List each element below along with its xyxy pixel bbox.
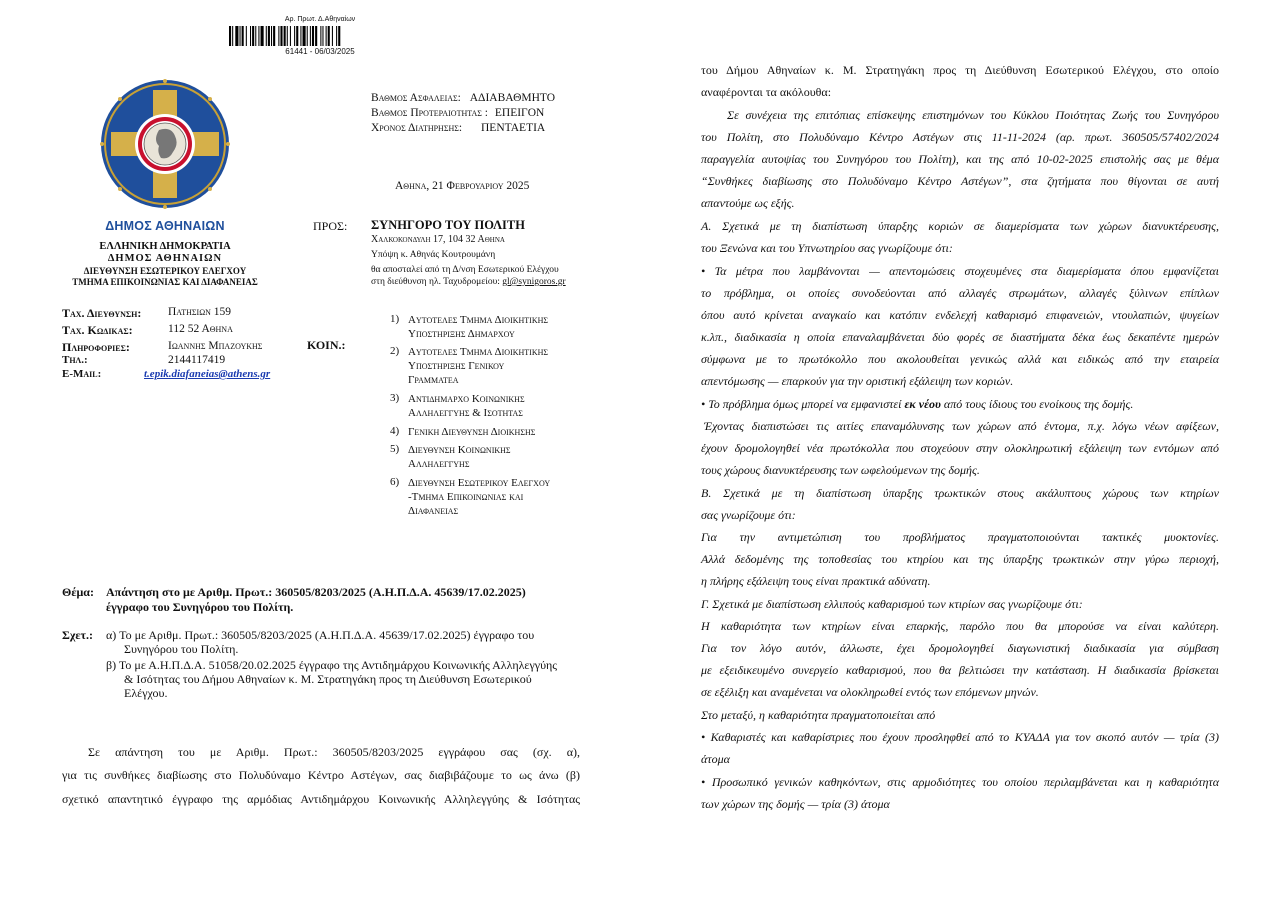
barcode-bar bbox=[332, 26, 333, 46]
barcode-bar bbox=[294, 26, 295, 46]
barcode-bar bbox=[261, 26, 264, 46]
body-right-fragment: • Το πρόβλημα όμως μπορεί να εμφανιστεί bbox=[701, 397, 902, 411]
body-right-line: τους χώρους διανυκτέρευσης των ωφελούμενων της δομής. bbox=[701, 463, 980, 477]
cc-item-line: Υποστηριξης Δημαρχου bbox=[408, 328, 515, 340]
security-level-label: Βαθμος Ασφαλειας: bbox=[371, 92, 461, 104]
body-left-line: για τις συνθήκες διαβίωσης στο Πολυδύναμο Κέντρο Αστέγων, σας διαβιβάζουμε το ως άνω (β) bbox=[62, 768, 580, 782]
retention-period-label: Χρονος Διατηρησης: bbox=[371, 122, 463, 134]
barcode-bar bbox=[232, 26, 233, 46]
barcode-bar bbox=[268, 26, 270, 46]
sender-address-value: Πατησιων 159 bbox=[168, 306, 232, 318]
body-right-line: Η καθαριότητα των κτηρίων είναι επαρκής, παρόλο που θα μπορούσε να είναι καλύτερη. bbox=[701, 619, 1219, 633]
body-right-line: Σε συνέχεια της επιτόπιας επίσκεψης επιστημόνων του Κύκλου Ποιότητας Ζωής του Συνηγόρου bbox=[727, 108, 1219, 122]
reference-label: Σχετ.: bbox=[62, 628, 94, 642]
barcode-number: 61441 - 06/03/2025 bbox=[285, 47, 355, 56]
body-right-line: σας γνωρίζουμε ότι: bbox=[701, 508, 796, 522]
barcode bbox=[229, 26, 411, 46]
body-right-line: του Ξενώνα και του Υπνωτηρίου σας γνωρίζουμε ότι: bbox=[701, 241, 953, 255]
sender-info-value: Ιωαννης Μπαζουκης bbox=[168, 340, 263, 352]
barcode-bar bbox=[336, 26, 337, 46]
sender-phone-label: Τηλ.: bbox=[62, 354, 88, 366]
body-right-line: Β. Σχετικά με τη διαπίστωση ύπαρξης τρωκτικών στους ακάλυπτους χώρους των κτηρίων bbox=[701, 486, 1219, 500]
cc-item-line: Αυτοτελες Τμημα Διοικητικης bbox=[408, 346, 549, 358]
body-right-line: κ.λπ., διαδικασία η οποία επαναλαμβάνεται δύο φορές σε διαστήματα δέκα έως δεκαπέντε ημερών bbox=[701, 330, 1219, 344]
cc-item-number: 6) bbox=[390, 476, 400, 488]
body-right-line: Γ. Σχετικά με διαπίστωση ελλιπούς καθαρισμού των κτιρίων σας γνωρίζουμε ότι: bbox=[701, 597, 1083, 611]
sender-phone-value: 2144117419 bbox=[168, 354, 226, 366]
security-level-value: ΑΔΙΑΒΑΘΜΗΤΟ bbox=[469, 92, 556, 104]
priority-level bbox=[371, 107, 544, 119]
document-date: Αθηνα, 21 Φεβρουαριου 2025 bbox=[395, 180, 530, 192]
municipality-name: ΔΗΜΟΣ ΑΘΗΝΑΙΩΝ bbox=[105, 219, 225, 233]
recipient-name: ΣΥΝΗΓΟΡΟ ΤΟΥ ΠΟΛΙΤΗ bbox=[371, 218, 525, 232]
barcode-bar bbox=[300, 26, 301, 46]
cc-item-line: Διευθυνση Εσωτερικου Ελεγχου bbox=[408, 477, 551, 489]
barcode-bar bbox=[250, 26, 251, 46]
cc-item-6 bbox=[408, 476, 598, 518]
body-right-line: Αλλά δεδομένης της τοποθεσίας του κτηρίου και της ύπαρξης τρωκτικών στην γύρω περιοχή, bbox=[701, 552, 1219, 566]
body-right-line: όπου αυτό κρίνεται αναγκαίο και κατόπιν ενδελεχή καθαρισμό επιφανειών, ντουλαπιών, ψυγείων bbox=[701, 308, 1219, 322]
recipient-send-note: θα αποσταλεί από τη Δ/νση Εσωτερικού Ελέγχου bbox=[371, 265, 559, 275]
body-right-line: • Τα μέτρα που λαμβάνονται — απεντομώσεις στοχευμένες στα διαμερίσματα όπου εμφανίζεται bbox=[701, 264, 1219, 278]
body-right-line: σύμφωνα με το πρωτόκολλο που ακολουθείται γενικώς αλλά και ειδικώς από την εταιρεία bbox=[701, 352, 1219, 366]
cc-item-number: 2) bbox=[390, 345, 400, 357]
retention-period-value: ΠΕΝΤΑΕΤΙΑ bbox=[481, 122, 546, 134]
sender-address-label: Ταχ. Διευθυνση: bbox=[62, 306, 142, 320]
body-right-line: το πρόβλημα, οι οποίες συνοδεύονται από αλλαγές στρωμάτων, αλλαγές ξύλινων επίπλων bbox=[701, 286, 1219, 300]
body-left-line: σχετικό απαντητικό έγγραφο της αρμόδιας Αντιδημάρχου Κοινωνικής Αλληλεγγύης & Ισότητας bbox=[62, 792, 580, 806]
body-right-line: Για την αντιμετώπιση του προβλήματος πραγματοποιούνται τακτικές μυοκτονίες. bbox=[701, 530, 1219, 544]
header-line-department: ΤΜΗΜΑ ΕΠΙΚΟΙΝΩΝΙΑΣ ΚΑΙ ΔΙΑΦΑΝΕΙΑΣ bbox=[72, 277, 258, 287]
sender-postcode-value: 112 52 Αθηνα bbox=[168, 323, 233, 335]
subject-label: Θέμα: bbox=[62, 585, 94, 599]
barcode-bar bbox=[255, 26, 256, 46]
reference-a-line-2: Συνηγόρου του Πολίτη. bbox=[124, 642, 239, 656]
barcode-bar bbox=[273, 26, 275, 46]
municipality-emblem-icon bbox=[99, 78, 231, 210]
cc-item-line: Αλληλεγγυης bbox=[408, 458, 470, 470]
body-left-line: Σε απάντηση του με Αριθμ. Πρωτ.: 360505/8203/2025 εγγράφου σας (σχ. α), bbox=[88, 745, 580, 759]
barcode-bar bbox=[320, 26, 321, 46]
reference-b-line-1: β) Το με Α.Η.Π.Δ.Α. 51058/20.02.2025 έγγραφο της Αντιδημάρχου Κοινωνικής Αλληλεγγύης bbox=[106, 658, 558, 672]
cc-item-5 bbox=[408, 443, 598, 471]
reference-b-line-2: & Ισότητας του Δήμου Αθηναίων κ. Μ. Στρατηγάκη προς τη Διεύθυνση Εσωτερικού bbox=[124, 672, 532, 686]
cc-item-number: 1) bbox=[390, 313, 400, 325]
cc-item-number: 5) bbox=[390, 443, 400, 455]
recipient-attention: Υπόψη κ. Αθηνάς Κουτρουμάνη bbox=[371, 250, 496, 260]
recipient-send-note-email bbox=[371, 277, 566, 287]
body-right-line: έχουν δρομολογηθεί νέα πρωτόκολλα που στοχεύουν στην ολοκληρωτική εξάλειψη των εντόμων από bbox=[701, 441, 1219, 455]
recipient-label: ΠΡΟΣ: bbox=[313, 219, 348, 233]
body-right-emphasis: εκ νέου bbox=[904, 397, 941, 411]
body-right-line: • Καθαριστές και καθαρίστριες που έχουν προσληφθεί από το ΚΥΑΔΑ για τον σκοπό αυτόν — τρία (3) bbox=[701, 730, 1219, 744]
cc-item-line: Αντιδημαρχο Κοινωνικης bbox=[408, 393, 525, 405]
body-right-line: με εξειδικευμένο συνεργείο καθαρισμού, που θα βελτιώσει την κατάσταση. Η διαδικασία βρίσκεται bbox=[701, 663, 1219, 677]
barcode-bar bbox=[290, 26, 291, 46]
body-right-line: Για τον λόγο αυτόν, άλλωστε, έχει δρομολογηθεί διαγωνιστική διαδικασία για σύμβαση bbox=[701, 641, 1219, 655]
body-right-line: του Δήμου Αθηναίων κ. Μ. Στρατηγάκη προς τη Διεύθυνση Εσωτερικού Ελέγχου, στο οποίο bbox=[701, 63, 1219, 77]
cc-item-4 bbox=[408, 425, 598, 439]
barcode-bar bbox=[284, 26, 286, 46]
body-right-line: παραγγελία αυτοψίας του Συνηγόρου του Πολίτη), και της από 10-02-2025 επιστολής σας με θέμα bbox=[701, 152, 1219, 166]
priority-level-label: Βαθμος Προτεραιοτητας : bbox=[371, 107, 488, 119]
body-right-line: απαντούμε ως εξής. bbox=[701, 196, 795, 210]
reference-a-line-1: α) Το με Αριθμ. Πρωτ.: 360505/8203/2025 (Α.Η.Π.Δ.Α. 45639/17.02.2025) έγγραφο του bbox=[106, 628, 535, 642]
body-right-line: • Προσωπικό γενικών καθηκόντων, στις αρμοδιότητες του οποίου περιλαμβάνεται και η καθαριότητα bbox=[701, 775, 1219, 789]
barcode-bar bbox=[328, 26, 330, 46]
barcode-bar bbox=[240, 26, 241, 46]
body-right-line: του Πολίτη, στο Πολυδύναμο Κέντρο Αστέγων στις 11-11-2024 (αρ. πρωτ. 360505/57402/2024 bbox=[701, 130, 1219, 144]
cc-item-line: Αλληλεγγυης & Ισοτητας bbox=[408, 407, 523, 419]
cc-item-line: Γενικη Διευθυνση Διοικησης bbox=[408, 426, 536, 438]
body-right-fragment: από τους ίδιους του ενοίκους της δομής. bbox=[943, 397, 1134, 411]
barcode-bar bbox=[326, 26, 327, 46]
cc-item-line: Διαφανειας bbox=[408, 505, 459, 517]
barcode-caption: Αρ. Πρωτ. Δ.Αθηναίων bbox=[284, 16, 356, 23]
body-right-line: άτομα bbox=[701, 752, 730, 766]
sender-postcode-label: Ταχ. Κωδικας: bbox=[62, 323, 133, 337]
cc-item-2 bbox=[408, 345, 598, 387]
header-line-republic: ΕΛΛΗΝΙΚΗ ΔΗΜΟΚΡΑΤΙΑ bbox=[99, 241, 231, 252]
security-level bbox=[371, 92, 555, 104]
barcode-bar bbox=[303, 26, 306, 46]
sender-info-label: Πληροφοριες: bbox=[62, 340, 130, 354]
cc-item-1 bbox=[408, 313, 598, 341]
cc-label: ΚΟΙΝ.: bbox=[307, 338, 346, 352]
body-right-line: Α. Σχετικά με τη διαπίστωση ύπαρξης κοριών σε διαμερίσματα των χώρων διανυκτέρευσης, bbox=[701, 219, 1219, 233]
recipient-address: Χαλκοκονδυλη 17, 104 32 Αθηνα bbox=[371, 234, 505, 245]
header-line-municipality: ΔΗΜΟΣ ΑΘΗΝΑΙΩΝ bbox=[107, 253, 223, 264]
barcode-bar bbox=[271, 26, 272, 46]
body-right-line: Έχοντας διαπιστώσει τις αιτίες επαναμόλυνσης των χώρων από έντομα, π.χ. λόγω νέων αφίξεων, bbox=[704, 419, 1219, 433]
barcode-bar bbox=[252, 26, 254, 46]
body-right-line: “Συνθήκες διαβίωσης στο Πολυδύναμο Κέντρο Αστέγων”, στα ζητήματα που θίγονται σε αυτή bbox=[701, 174, 1219, 188]
barcode-bar bbox=[287, 26, 288, 46]
barcode-bar bbox=[310, 26, 311, 46]
barcode-bar bbox=[258, 26, 259, 46]
barcode-bar bbox=[296, 26, 298, 46]
barcode-bar bbox=[312, 26, 314, 46]
cc-item-line: Γραμματεα bbox=[408, 374, 459, 386]
priority-level-value: ΕΠΕΙΓΟΝ bbox=[494, 107, 545, 119]
cc-item-number: 4) bbox=[390, 425, 400, 437]
body-right-line: των χώρων της δομής — τρία (3) άτομα bbox=[701, 797, 890, 811]
body-right-line-emphasis bbox=[701, 397, 1219, 412]
reference-b-line-3: Ελέγχου. bbox=[124, 686, 168, 700]
cc-item-line: Διευθυνση Κοινωνικης bbox=[408, 444, 511, 456]
subject-line-2: έγγραφο του Συνηγόρου του Πολίτη. bbox=[106, 600, 294, 614]
body-right-line: Στο μεταξύ, η καθαριότητα πραγματοποιείται από bbox=[701, 708, 936, 722]
cc-item-line: Αυτοτελες Τμημα Διοικητικης bbox=[408, 314, 549, 326]
cc-item-line: -Τμημα Επικοινωνιας και bbox=[408, 491, 524, 503]
barcode-bar bbox=[242, 26, 244, 46]
barcode-bar bbox=[307, 26, 308, 46]
retention-period bbox=[371, 122, 545, 134]
sender-email-label: Ε-Mail: bbox=[62, 368, 102, 380]
body-right-line: η πλήρης εξάλειψη τους είναι πρακτικά αδύνατη. bbox=[701, 574, 931, 588]
barcode-bar bbox=[266, 26, 267, 46]
recipient-email-link[interactable]: gl@synigoros.gr bbox=[502, 277, 566, 287]
recipient-send-note-prefix: στη διεύθυνση ηλ. Ταχυδρομείου: bbox=[371, 277, 503, 287]
body-right-line: σε εξέλιξη και αναμένεται να ολοκληρωθεί εντός των επόμενων μηνών. bbox=[701, 685, 1039, 699]
body-right-line: απεντόμωσης — επαρκούν για την οριστική εξάλειψη των κοριών. bbox=[701, 374, 1014, 388]
barcode-bar bbox=[322, 26, 323, 46]
body-right-line: αναφέρονται τα ακόλουθα: bbox=[701, 85, 832, 99]
cc-item-line: Υποστηριξης Γενικου bbox=[408, 360, 505, 372]
barcode-bar bbox=[246, 26, 247, 46]
cc-item-3 bbox=[408, 392, 598, 420]
cc-item-number: 3) bbox=[390, 392, 400, 404]
barcode-bar bbox=[229, 26, 231, 46]
barcode-bar bbox=[278, 26, 279, 46]
subject-line-1: Απάντηση στο με Αριθμ. Πρωτ.: 360505/8203/2025 (Α.Η.Π.Δ.Α. 45639/17.02.2025) bbox=[106, 585, 526, 599]
barcode-bar bbox=[280, 26, 282, 46]
sender-email-link[interactable]: t.epik.diafaneias@athens.gr bbox=[144, 368, 271, 380]
barcode-bar bbox=[338, 26, 340, 46]
barcode-bar bbox=[315, 26, 317, 46]
barcode-bar bbox=[235, 26, 238, 46]
header-line-directorate: ΔΙΕΥΘΥΝΣΗ ΕΣΩΤΕΡΙΚΟΥ ΕΛΕΓΧΟΥ bbox=[83, 266, 247, 276]
